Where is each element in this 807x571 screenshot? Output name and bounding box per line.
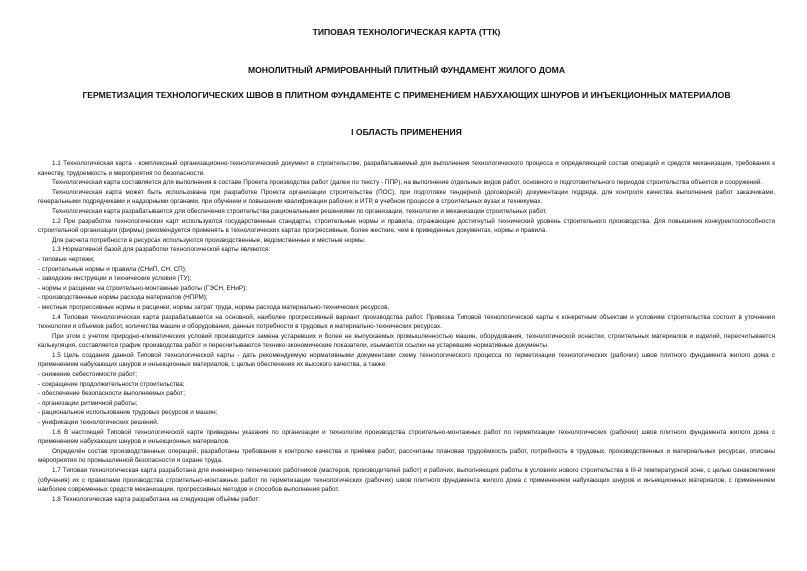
paragraph: 1.6 В настоящей Типовой технологической карте приведены указания по организации и технологии производства строительно-монтажных работ по герметизации технологических (рабочих) швов плитного фундамента жилого дома с применением набухающих шнуров и инъекционных материалов. <box>38 428 775 446</box>
list-item: - рациональное использование трудовых ресурсов и машин; <box>38 409 218 417</box>
document-title: МОНОЛИТНЫЙ АРМИРОВАННЫЙ ПЛИТНЫЙ ФУНДАМЕНТ ЖИЛОГО ДОМА <box>247 65 566 75</box>
list-item: - снижение себестоимости работ; <box>38 371 138 379</box>
paragraph: 1.2 При разработке технологических карт используются государственные стандарты, строительные нормы и правила, отражающие достигнутый технический уровень строительного производства. Для повышения конкурентоспособности строительной организации (фирмы) рекомендуется применять в технологических картах прогрессивные, более жесткие, чем в приведенных документах, нормы и правила. <box>38 217 775 235</box>
list-item: - нормы и расценки на строительно-монтажные работы (ГЭСН, ЕНиР); <box>38 284 248 292</box>
paragraph: Определён состав производственных операций, разработаны требования к контролю качества и приёмке работ, рассчитаны плановая трудоёмкость работ, потребность в трудовых, производственных и материальных ресурсах, описаны мероприятия по промышленной безопасности и охране труда. <box>38 447 775 465</box>
paragraph: Технологическая карта составляется для выполнения в составе Проекта производства работ (далее по тексту - ППР), на выполнение отдельных видов работ, основного и подготовительного периодов строительства объектов и сооружений. <box>52 179 763 187</box>
list-item: - типовые чертежи; <box>38 255 95 263</box>
paragraph: 1.4 Типовая технологическая карта разрабатывается на основной, наиболее прогрессивный вариант производства работ. Привязка Типовой технологической карты к конкретным объектам и условиям строительства состоит в уточнении технологии и объемов работ, количества машин и оборудования, данных потребности в трудовых и материально-технических ресурсах. <box>38 313 775 331</box>
paragraph: Технологическая карта может быть использована при разработке Проекта организации строительства (ПОС), при подготовке тендерной (договорной) документации подряда, для контроля качества выполнения работ заказчиками, генеральными подрядчиками и надзорными органами, при обучении и повышении квалификации рабочих и ИТР, в учебном процессе в строительных вузах и техникумах. <box>38 188 775 206</box>
document-type-heading: ТИПОВАЯ ТЕХНОЛОГИЧЕСКАЯ КАРТА (ТТК) <box>312 27 501 37</box>
paragraph: 1.5 Цель создания данной Типовой технологической карты - дать рекомендуемую нормативными документами схему технологического процесса по герметизации технологических (рабочих) швов плитного фундамента жилого дома с применением набухающих шнуров и инъекционных материалов, с целью обеспечения их высокого качества, а также: <box>38 351 775 369</box>
paragraph: 1.8 Технологическая карта разработана на следующие объёмы работ: <box>52 495 261 503</box>
list-item: - заводские инструкции и технические условия (ТУ); <box>38 275 192 283</box>
paragraph: Для расчета потребности в ресурсах используются производственные, ведомственные и местные нормы. <box>52 236 366 244</box>
list-item: - местные прогрессивные нормы и расценки, нормы затрат труда, нормы расхода материально-технических ресурсов. <box>38 303 390 311</box>
paragraph: При этом с учетом природно-климатических условий производится замена устаревших и более не выпускаемых промышленностью машин, оборудования, технологической оснастки, строительных материалов и изделий, пересчитывается калькуляция, составляется график производства работ и пересчитываются технико-экономические показатели, изымаются ссылки на устаревшие нормативные документы. <box>38 332 775 350</box>
paragraph: 1.1 Технологическая карта - комплексный организационно-технологический документ в строительстве, разрабатываемый для выполнения технологического процесса и определяющий состав операций и средств механизации, требования к качеству, трудоемкость и мероприятия по безопасности. <box>38 160 775 177</box>
paragraph: Технологическая карта разрабатывается для обеспечения строительства рациональными решениями по организации, технологии и механизации строительных работ. <box>52 207 547 215</box>
list-item: - сокращение продолжительности строительства; <box>38 380 185 388</box>
section-title: I ОБЛАСТЬ ПРИМЕНЕНИЯ <box>351 127 462 137</box>
list-item: - унификации технологических решений. <box>38 419 159 427</box>
list-item: - производственные нормы расхода материалов (НПРМ); <box>38 294 208 302</box>
paragraph: 1.3 Нормативной базой для разработки технологической карты являются: <box>52 246 271 254</box>
list-item: - организации ритмичной работы; <box>38 399 138 407</box>
document-subtitle: ГЕРМЕТИЗАЦИЯ ТЕХНОЛОГИЧЕСКИХ ШВОВ В ПЛИТНОМ ФУНДАМЕНТЕ С ПРИМЕНЕНИЕМ НАБУХАЮЩИХ ШНУРОВ И ИНЪЕКЦИОННЫХ МАТЕРИАЛОВ <box>82 90 731 100</box>
paragraph: 1.7 Типовая технологическая карта разработана для инженерно-технических работников (мастеров, производителей работ) и рабочих, выполняющих работы в условиях нового строительства в III-й температурной зоне, с целью ознакомления (обучения) их с правилами производства строительно-монтажных работ по герметизации технологических (рабочих) швов плитного фундамента жилого дома с применением набухающих шнуров и инъекционных материалов, с применением наиболее современных средств механизации, прогрессивных методов и способов выполнения работ. <box>38 467 775 494</box>
list-item: - строительные нормы и правила (СНиП, СН, СП); <box>38 265 187 273</box>
document-body <box>38 159 775 504</box>
list-item: - обеспечение безопасности выполняемых работ; <box>38 390 185 398</box>
